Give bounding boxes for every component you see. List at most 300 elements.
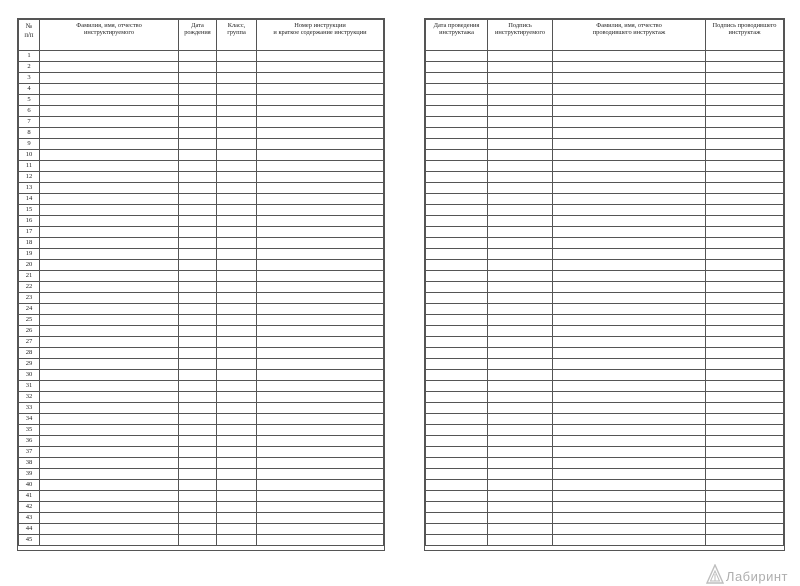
table-cell (217, 337, 257, 348)
row-number: 16 (19, 216, 40, 227)
row-number: 14 (19, 194, 40, 205)
table-cell (40, 502, 179, 513)
table-cell (553, 524, 706, 535)
table-cell (179, 480, 217, 491)
row-number: 7 (19, 117, 40, 128)
table-cell (488, 392, 553, 403)
row-number: 12 (19, 172, 40, 183)
table-cell (217, 238, 257, 249)
row-number: 18 (19, 238, 40, 249)
table-cell (488, 469, 553, 480)
table-cell (257, 315, 384, 326)
table-cell (217, 128, 257, 139)
table-cell (217, 249, 257, 260)
table-row (19, 370, 384, 381)
table-cell (706, 337, 784, 348)
table-cell (257, 84, 384, 95)
table-cell (426, 425, 488, 436)
table-row (426, 106, 784, 117)
table-row (426, 117, 784, 128)
table-row (426, 84, 784, 95)
table-cell (217, 392, 257, 403)
table-cell (179, 106, 217, 117)
table-cell (706, 249, 784, 260)
table-cell (179, 458, 217, 469)
table-cell (426, 513, 488, 524)
table-row (426, 502, 784, 513)
table-cell (40, 491, 179, 502)
column-header-class-group: Класс, группа (217, 20, 257, 51)
table-cell (257, 106, 384, 117)
table-cell (488, 51, 553, 62)
table-cell (553, 436, 706, 447)
table-cell (426, 271, 488, 282)
table-row (19, 513, 384, 524)
table-cell (179, 227, 217, 238)
table-row (19, 260, 384, 271)
table-cell (488, 73, 553, 84)
table-row (426, 194, 784, 205)
table-cell (488, 183, 553, 194)
table-cell (706, 370, 784, 381)
table-cell (426, 172, 488, 183)
table-row (19, 95, 384, 106)
table-row (426, 447, 784, 458)
table-row (19, 491, 384, 502)
table-cell (488, 436, 553, 447)
table-cell (179, 282, 217, 293)
table-cell (426, 535, 488, 546)
table-cell (40, 535, 179, 546)
table-cell (488, 480, 553, 491)
table-cell (488, 502, 553, 513)
table-cell (426, 502, 488, 513)
row-number: 11 (19, 161, 40, 172)
table-row (19, 238, 384, 249)
table-cell (217, 139, 257, 150)
table-cell (706, 491, 784, 502)
table-cell (488, 326, 553, 337)
table-cell (179, 293, 217, 304)
table-cell (706, 271, 784, 282)
row-number: 24 (19, 304, 40, 315)
table-cell (179, 381, 217, 392)
table-row (19, 150, 384, 161)
table-cell (706, 216, 784, 227)
table-row (19, 447, 384, 458)
table-cell (553, 128, 706, 139)
table-cell (217, 502, 257, 513)
table-cell (40, 282, 179, 293)
table-cell (553, 95, 706, 106)
table-cell (179, 447, 217, 458)
table-row (19, 469, 384, 480)
table-row (19, 62, 384, 73)
table-cell (40, 414, 179, 425)
table-cell (553, 183, 706, 194)
table-cell (179, 524, 217, 535)
table-cell (553, 458, 706, 469)
table-cell (217, 150, 257, 161)
table-cell (553, 502, 706, 513)
table-cell (40, 315, 179, 326)
table-cell (426, 51, 488, 62)
table-cell (706, 205, 784, 216)
table-row (19, 403, 384, 414)
table-cell (257, 216, 384, 227)
table-cell (553, 370, 706, 381)
table-row (19, 414, 384, 425)
table-row (426, 436, 784, 447)
table-cell (179, 216, 217, 227)
table-cell (257, 491, 384, 502)
row-number: 42 (19, 502, 40, 513)
table-cell (706, 414, 784, 425)
row-number: 10 (19, 150, 40, 161)
table-cell (426, 392, 488, 403)
row-number: 28 (19, 348, 40, 359)
table-cell (426, 238, 488, 249)
table-cell (257, 502, 384, 513)
table-cell (488, 139, 553, 150)
table-cell (706, 227, 784, 238)
table-cell (179, 436, 217, 447)
table-cell (179, 183, 217, 194)
table-row (19, 392, 384, 403)
table-cell (553, 348, 706, 359)
table-row (426, 359, 784, 370)
table-cell (179, 403, 217, 414)
table-cell (706, 51, 784, 62)
table-cell (706, 535, 784, 546)
table-cell (40, 469, 179, 480)
table-cell (40, 326, 179, 337)
table-cell (217, 513, 257, 524)
row-number: 43 (19, 513, 40, 524)
table-cell (217, 106, 257, 117)
table-row (426, 227, 784, 238)
table-cell (426, 304, 488, 315)
table-cell (706, 403, 784, 414)
table-cell (40, 359, 179, 370)
table-cell (217, 359, 257, 370)
table-cell (257, 238, 384, 249)
table-cell (553, 337, 706, 348)
table-row (426, 293, 784, 304)
table-cell (179, 469, 217, 480)
table-row (426, 414, 784, 425)
table-cell (488, 304, 553, 315)
table-cell (553, 315, 706, 326)
table-cell (706, 513, 784, 524)
table-cell (217, 194, 257, 205)
table-cell (706, 381, 784, 392)
table-cell (40, 304, 179, 315)
table-cell (553, 216, 706, 227)
table-cell (488, 260, 553, 271)
table-cell (217, 425, 257, 436)
table-row (426, 326, 784, 337)
table-row (426, 425, 784, 436)
table-cell (553, 205, 706, 216)
table-cell (217, 491, 257, 502)
table-cell (553, 271, 706, 282)
table-cell (257, 271, 384, 282)
row-number: 31 (19, 381, 40, 392)
table-cell (426, 117, 488, 128)
row-number: 19 (19, 249, 40, 260)
table-row (426, 524, 784, 535)
table-cell (179, 535, 217, 546)
table-cell (553, 249, 706, 260)
table-cell (706, 95, 784, 106)
row-number: 32 (19, 392, 40, 403)
row-number: 39 (19, 469, 40, 480)
table-cell (257, 425, 384, 436)
table-cell (179, 326, 217, 337)
table-cell (553, 381, 706, 392)
table-cell (217, 304, 257, 315)
table-cell (40, 194, 179, 205)
table-cell (706, 73, 784, 84)
table-cell (488, 95, 553, 106)
table-cell (553, 117, 706, 128)
table-row (426, 282, 784, 293)
table-cell (217, 260, 257, 271)
row-number: 34 (19, 414, 40, 425)
table-row (426, 161, 784, 172)
table-cell (179, 513, 217, 524)
table-cell (426, 381, 488, 392)
table-cell (426, 315, 488, 326)
table-cell (488, 227, 553, 238)
right-page (424, 18, 785, 551)
table-row (19, 271, 384, 282)
table-cell (179, 51, 217, 62)
table-row (19, 128, 384, 139)
table-cell (257, 205, 384, 216)
table-cell (553, 106, 706, 117)
table-cell (553, 293, 706, 304)
row-number: 29 (19, 359, 40, 370)
table-row (426, 139, 784, 150)
table-cell (179, 491, 217, 502)
table-row (19, 205, 384, 216)
table-cell (179, 84, 217, 95)
table-cell (553, 480, 706, 491)
table-row (426, 480, 784, 491)
table-row (19, 326, 384, 337)
table-cell (426, 447, 488, 458)
table-cell (488, 249, 553, 260)
table-cell (488, 370, 553, 381)
table-cell (257, 249, 384, 260)
labyrinth-logo-icon (706, 564, 724, 584)
table-cell (217, 436, 257, 447)
table-cell (426, 194, 488, 205)
table-cell (40, 205, 179, 216)
table-cell (488, 216, 553, 227)
table-cell (217, 161, 257, 172)
table-cell (706, 392, 784, 403)
table-cell (706, 172, 784, 183)
table-cell (706, 128, 784, 139)
table-cell (488, 117, 553, 128)
column-header-full-name: Фамилия, имя, отчество инструктируемого (40, 20, 179, 51)
table-row (19, 304, 384, 315)
table-cell (488, 194, 553, 205)
table-row (19, 194, 384, 205)
table-cell (706, 260, 784, 271)
table-cell (706, 293, 784, 304)
table-cell (706, 480, 784, 491)
column-header-briefing-date: Дата проведения инструктажа (426, 20, 488, 51)
table-cell (40, 183, 179, 194)
table-cell (257, 436, 384, 447)
table-cell (257, 359, 384, 370)
table-cell (426, 249, 488, 260)
table-cell (40, 480, 179, 491)
table-row (426, 62, 784, 73)
table-row (426, 183, 784, 194)
table-cell (217, 293, 257, 304)
table-row (426, 51, 784, 62)
table-cell (706, 469, 784, 480)
table-cell (488, 172, 553, 183)
table-cell (257, 392, 384, 403)
table-cell (706, 139, 784, 150)
table-cell (553, 282, 706, 293)
row-number: 38 (19, 458, 40, 469)
row-number: 2 (19, 62, 40, 73)
row-number: 9 (19, 139, 40, 150)
table-cell (553, 238, 706, 249)
table-cell (40, 392, 179, 403)
table-row (19, 436, 384, 447)
table-cell (179, 95, 217, 106)
table-cell (426, 161, 488, 172)
table-cell (40, 260, 179, 271)
table-cell (553, 84, 706, 95)
table-cell (553, 139, 706, 150)
row-number: 21 (19, 271, 40, 282)
table-cell (488, 293, 553, 304)
row-number: 33 (19, 403, 40, 414)
row-number: 5 (19, 95, 40, 106)
table-cell (706, 436, 784, 447)
table-cell (426, 414, 488, 425)
table-cell (488, 337, 553, 348)
table-cell (426, 359, 488, 370)
table-cell (40, 293, 179, 304)
row-number: 27 (19, 337, 40, 348)
table-cell (40, 249, 179, 260)
table-cell (257, 337, 384, 348)
row-number: 13 (19, 183, 40, 194)
table-cell (426, 491, 488, 502)
table-cell (426, 436, 488, 447)
table-row (426, 260, 784, 271)
table-cell (553, 392, 706, 403)
table-cell (40, 51, 179, 62)
table-row (19, 161, 384, 172)
table-row (19, 139, 384, 150)
table-cell (217, 216, 257, 227)
table-row (426, 535, 784, 546)
table-row (19, 227, 384, 238)
table-row (426, 469, 784, 480)
table-cell (706, 326, 784, 337)
table-cell (488, 359, 553, 370)
table-cell (488, 161, 553, 172)
table-cell (217, 315, 257, 326)
table-cell (553, 469, 706, 480)
table-cell (426, 403, 488, 414)
table-cell (40, 117, 179, 128)
table-cell (426, 95, 488, 106)
table-cell (706, 238, 784, 249)
header-row (19, 20, 384, 51)
table-row (19, 106, 384, 117)
table-cell (217, 381, 257, 392)
column-header-number: № п/п (19, 20, 40, 51)
table-cell (426, 84, 488, 95)
table-cell (217, 117, 257, 128)
table-cell (257, 150, 384, 161)
table-row (19, 73, 384, 84)
table-row (426, 348, 784, 359)
table-cell (40, 337, 179, 348)
table-cell (257, 95, 384, 106)
table-cell (257, 260, 384, 271)
row-number: 26 (19, 326, 40, 337)
table-cell (179, 128, 217, 139)
table-cell (553, 227, 706, 238)
table-row (19, 524, 384, 535)
row-number: 36 (19, 436, 40, 447)
table-cell (40, 513, 179, 524)
table-cell (40, 106, 179, 117)
table-cell (553, 51, 706, 62)
column-header-instruction: Номер инструкции и краткое содержание инструкции (257, 20, 384, 51)
table-cell (257, 117, 384, 128)
table-cell (488, 458, 553, 469)
table-cell (553, 73, 706, 84)
table-row (19, 337, 384, 348)
table-cell (426, 282, 488, 293)
table-cell (257, 326, 384, 337)
table-cell (257, 304, 384, 315)
table-cell (40, 150, 179, 161)
table-cell (488, 106, 553, 117)
table-cell (40, 139, 179, 150)
table-cell (40, 425, 179, 436)
table-cell (488, 62, 553, 73)
table-cell (257, 370, 384, 381)
table-cell (706, 348, 784, 359)
table-cell (553, 62, 706, 73)
table-row (19, 282, 384, 293)
table-row (426, 337, 784, 348)
table-row (19, 315, 384, 326)
table-row (19, 183, 384, 194)
table-row (426, 392, 784, 403)
column-header-trainee-signature: Подпись инструктируемого (488, 20, 553, 51)
table-cell (40, 370, 179, 381)
table-row (426, 513, 784, 524)
table-cell (217, 205, 257, 216)
table-cell (488, 84, 553, 95)
